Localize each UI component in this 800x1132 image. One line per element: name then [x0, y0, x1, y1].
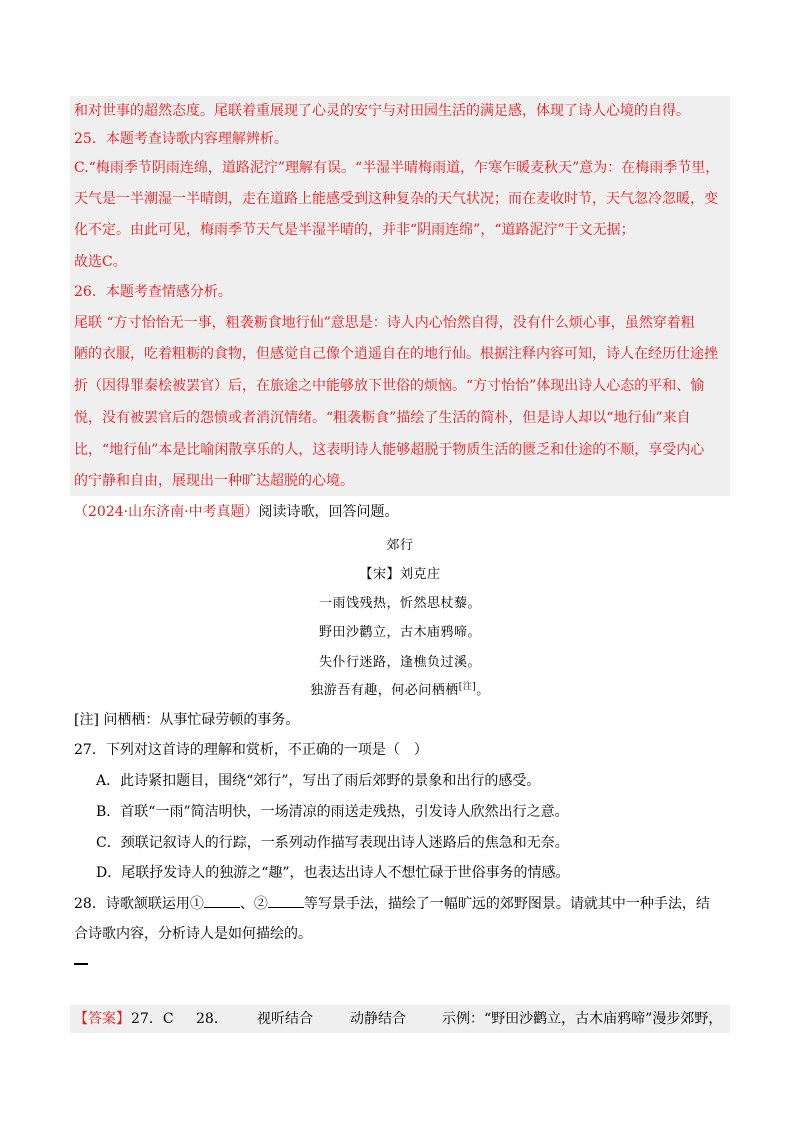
analysis-line: 的宁静和自由，展现出一种旷达超脱的心境。 — [74, 473, 354, 489]
analysis-line: 悦，没有被罢官后的怨愤或者消沉情绪。“粗袭粝食”描绘了生活的简朴，但是诗人却以“地行仙”来自 — [74, 410, 691, 426]
poem-line: 独游吾有趣，何必问栖栖 — [310, 683, 459, 698]
analysis-line: 26．本题考查情感分析。 — [74, 284, 232, 300]
answer-28-number: 28． — [196, 1011, 228, 1027]
q28-text: 28．诗歌颔联运用① — [74, 896, 204, 912]
analysis-line: 陋的衣服，吃着粗粝的食物，但感觉自己像个逍遥自在的地行仙。根据注释内容可知，诗人在经历仕途挫 — [74, 346, 718, 362]
poem-line: 一雨饯残热，忻然思杖藜。 — [318, 596, 481, 611]
q27-option-d: D．尾联抒发诗人的独游之“趣”，也表达出诗人不想忙碌于世俗事务的情感。 — [96, 865, 570, 881]
source-label: （2024·山东济南·中考真题） — [74, 504, 259, 520]
answer-28-blank1: 视听结合 — [257, 1011, 313, 1027]
q28-stem-line2: 合诗歌内容，分析诗人是如何描绘的。 — [74, 926, 312, 942]
q27-option-a: A．此诗紧扣题目，围绕“郊行”，写出了雨后郊野的景象和出行的感受。 — [96, 773, 541, 789]
analysis-line: 比，“地行仙”本是比喻闲散享乐的人，这表明诗人能够超脱于物质生活的匮乏和仕途的不顺，享受内心 — [74, 442, 705, 458]
answer-28-blank2: 动静结合 — [350, 1011, 406, 1027]
answer-blank-1 — [204, 895, 240, 908]
poem-author: 【宋】刘克庄 — [359, 567, 441, 582]
q28-text: 、② — [239, 896, 268, 912]
answer-label: 【答案】 — [74, 1011, 130, 1027]
poem-line: 失仆行迷路，逢樵负过溪。 — [318, 655, 481, 670]
answer-27: 27．C — [131, 1011, 174, 1027]
answer-28-example: 示例：“野田沙鹳立，古木庙鸦啼”漫步郊野， — [442, 1011, 723, 1027]
poem-title: 郊行 — [386, 538, 414, 553]
instruction-text: 阅读诗歌，回答问题。 — [258, 504, 399, 520]
analysis-line: 故选C。 — [74, 254, 127, 270]
q28-text: 等写景手法，描绘了一幅旷远的郊野图景。请就其中一种手法，结 — [303, 896, 710, 912]
analysis-line: 25．本题考查诗歌内容理解辨析。 — [74, 131, 288, 147]
analysis-line: 尾联 “方寸怡怡无一事，粗袭粝食地行仙”意思是：诗人内心怡然自得，没有什么烦心事，虽然穿着粗 — [74, 315, 695, 331]
poem-note: [注] 问栖栖：从事忙碌劳顿的事务。 — [74, 712, 300, 728]
note-marker: [注] — [458, 682, 477, 692]
q27-option-c: C．颈联记叙诗人的行踪，一系列动作描写表现出诗人迷路后的焦急和无奈。 — [96, 835, 569, 851]
q27-option-b: B．首联“一雨”简洁明快，一场清凉的雨送走残热，引发诗人欣然出行之意。 — [96, 804, 569, 820]
q27-stem: 27．下列对这首诗的理解和赏析，不正确的一项是（ ） — [74, 742, 428, 758]
analysis-line: 和对世事的超然态度。尾联着重展现了心灵的安宁与对田园生活的满足感，体现了诗人心境的自得。 — [74, 103, 690, 119]
poem-line: 野田沙鹳立，古木庙鸦啼。 — [318, 625, 481, 640]
q28-stem — [74, 894, 710, 914]
poem-end-mark: 。 — [476, 683, 490, 698]
analysis-line: 折（因得罪秦桧被罢官）后，在旅途之中能够放下世俗的烦恼。“方寸怡怡”体现出诗人心态的平和、愉 — [74, 378, 705, 394]
answer-line-dash — [74, 963, 88, 965]
analysis-line: 天气是一半潮湿一半晴朗，走在道路上能感受到这种复杂的天气状况；而在麦收时节，天气忽冷忽暖，变 — [74, 191, 718, 207]
analysis-line: C.“梅雨季节阴雨连绵，道路泥泞”理解有误。“半湿半晴梅雨道，乍寒乍暖麦秋天”意为：在梅雨季节里， — [74, 160, 720, 176]
question-intro — [74, 502, 399, 522]
poem-line-last — [0, 682, 800, 701]
analysis-line: 化不定。由此可见，梅雨季节天气是半湿半晴的，并非“阴雨连绵”，“道路泥泞”于文无据； — [74, 222, 635, 238]
answer-blank-2 — [268, 895, 304, 908]
